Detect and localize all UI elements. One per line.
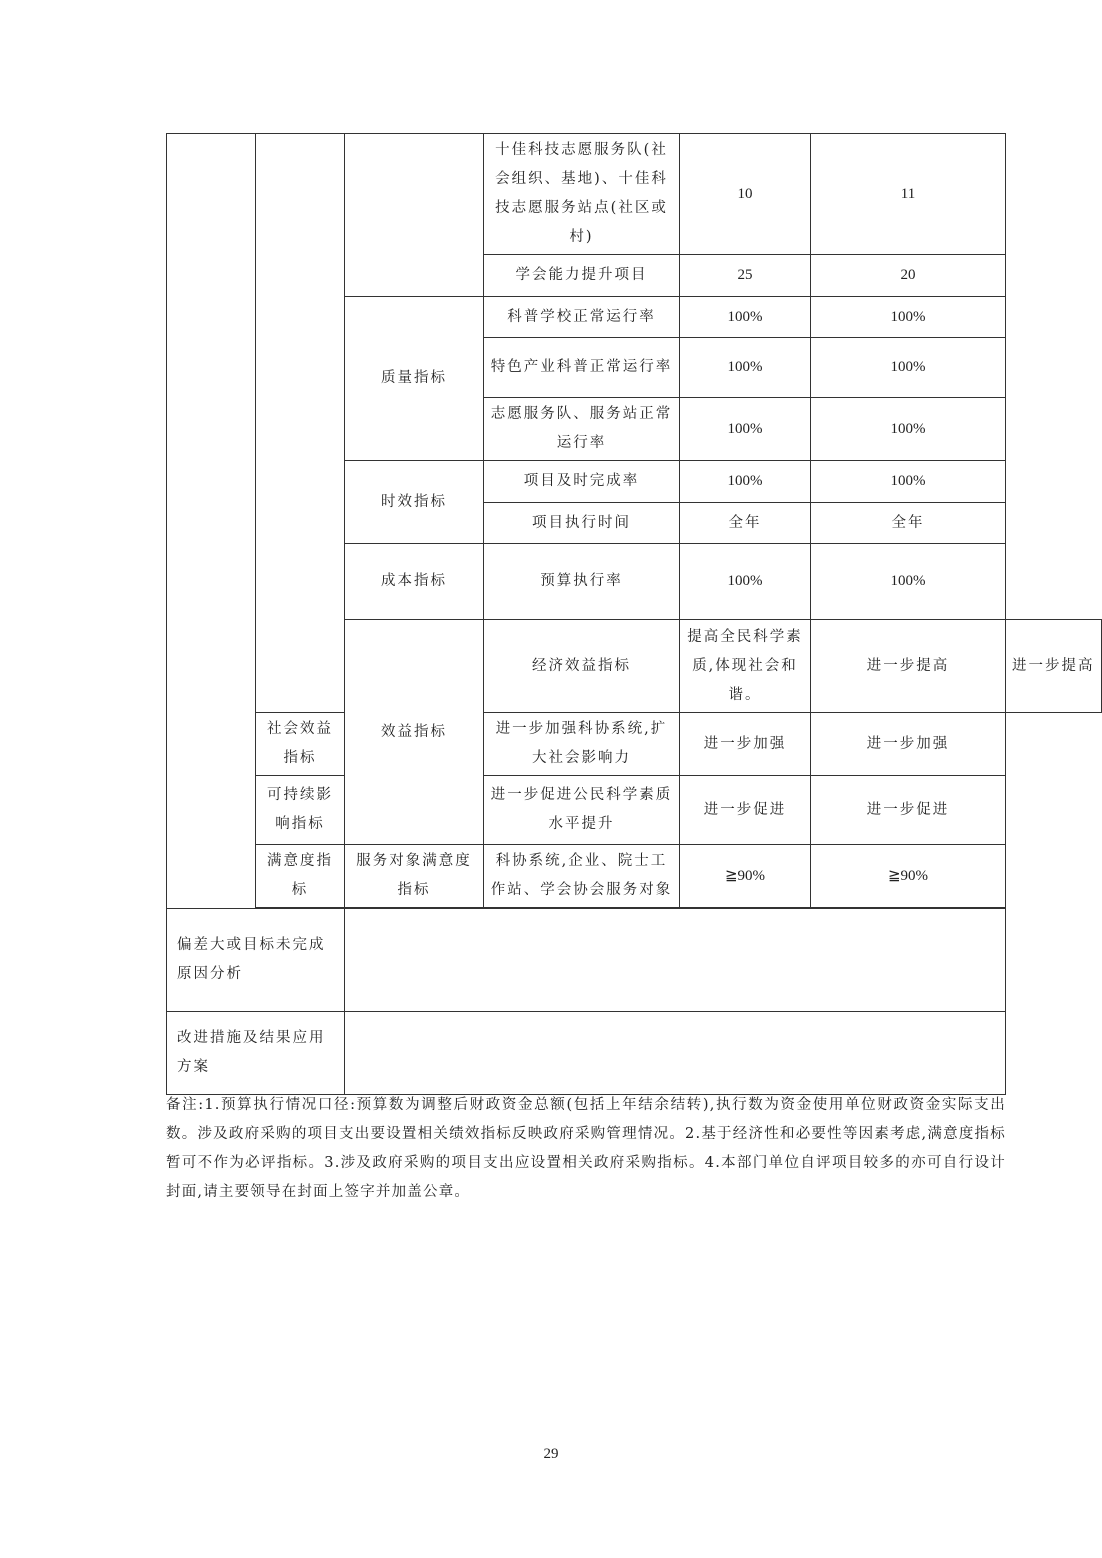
target-value-cell: 进一步加强 (680, 713, 811, 776)
indicator-cell: 提高全民科学素质,体现社会和谐。 (680, 620, 811, 713)
group-cell: 效益指标 (345, 620, 484, 845)
category-cell: 时效指标 (345, 461, 484, 544)
actual-value-cell: 20 (811, 255, 1006, 297)
outer-category-cell (167, 134, 256, 909)
quantity-category-cell (345, 134, 484, 297)
target-value-cell: 100% (680, 461, 811, 503)
category-cell: 经济效益指标 (484, 620, 680, 713)
category-cell: 质量指标 (345, 297, 484, 461)
deviation-value (345, 909, 1006, 1012)
actual-value-cell: 11 (811, 134, 1006, 255)
target-value-cell: 全年 (680, 503, 811, 544)
target-value-cell: 25 (680, 255, 811, 297)
actual-value-cell: 进一步加强 (811, 713, 1006, 776)
target-value-cell: ≧90% (680, 845, 811, 908)
indicator-cell: 志愿服务队、服务站正常运行率 (484, 398, 680, 461)
deviation-row (167, 909, 1102, 1012)
indicator-cell: 进一步加强科协系统,扩大社会影响力 (484, 713, 680, 776)
performance-indicator-table (166, 133, 1102, 1095)
indicator-cell: 项目执行时间 (484, 503, 680, 544)
target-value-cell: 进一步提高 (811, 620, 1006, 713)
improvement-label: 改进措施及结果应用方案 (167, 1012, 345, 1095)
indicator-cell: 科协系统,企业、院士工作站、学会协会服务对象 (484, 845, 680, 908)
improvement-row (167, 1012, 1102, 1095)
table-row (167, 845, 1102, 908)
category-cell: 可持续影响指标 (256, 776, 345, 845)
table-row (167, 713, 1102, 776)
actual-value-cell: 进一步提高 (1006, 620, 1102, 713)
indicator-cell: 进一步促进公民科学素质水平提升 (484, 776, 680, 845)
actual-value-cell: 100% (811, 544, 1006, 620)
target-value-cell: 100% (680, 398, 811, 461)
category-cell: 成本指标 (345, 544, 484, 620)
deviation-label: 偏差大或目标未完成原因分析 (167, 909, 345, 1012)
improvement-value (345, 1012, 1006, 1095)
actual-value-cell: 进一步促进 (811, 776, 1006, 845)
indicator-cell: 十佳科技志愿服务队(社会组织、基地)、十佳科技志愿服务站点(社区或村) (484, 134, 680, 255)
actual-value-cell: ≧90% (811, 845, 1006, 908)
category-cell: 社会效益指标 (256, 713, 345, 776)
target-value-cell: 100% (680, 544, 811, 620)
indicator-cell: 特色产业科普正常运行率 (484, 338, 680, 398)
output-indicator-cell (256, 134, 345, 713)
target-value-cell: 进一步促进 (680, 776, 811, 845)
indicator-cell: 学会能力提升项目 (484, 255, 680, 297)
table-row (167, 134, 1102, 255)
actual-value-cell: 100% (811, 398, 1006, 461)
actual-value-cell: 100% (811, 297, 1006, 338)
target-value-cell: 100% (680, 338, 811, 398)
footnote: 备注:1.预算执行情况口径:预算数为调整后财政资金总额(包括上年结余结转),执行数为资金使用单位财政资金实际支出数。涉及政府采购的项目支出要设置相关绩效指标反映政府采购管理情况。2.基于经济性和必要性等因素考虑,满意度指标暂可不作为必评指标。3.涉及政府采购的项目支出应设置相关政府采购指标。4.本部门单位自评项目较多的亦可自行设计封面,请主要领导在封面上签字并加盖公章。 (166, 1097, 1006, 1200)
target-value-cell: 10 (680, 134, 811, 255)
indicator-cell: 预算执行率 (484, 544, 680, 620)
category-cell: 服务对象满意度指标 (345, 845, 484, 908)
table-row (167, 776, 1102, 845)
indicator-cell: 科普学校正常运行率 (484, 297, 680, 338)
actual-value-cell: 全年 (811, 503, 1006, 544)
target-value-cell: 100% (680, 297, 811, 338)
group-cell: 满意度指标 (256, 845, 345, 908)
page-number: 29 (543, 1446, 559, 1462)
actual-value-cell: 100% (811, 338, 1006, 398)
actual-value-cell: 100% (811, 461, 1006, 503)
indicator-cell: 项目及时完成率 (484, 461, 680, 503)
